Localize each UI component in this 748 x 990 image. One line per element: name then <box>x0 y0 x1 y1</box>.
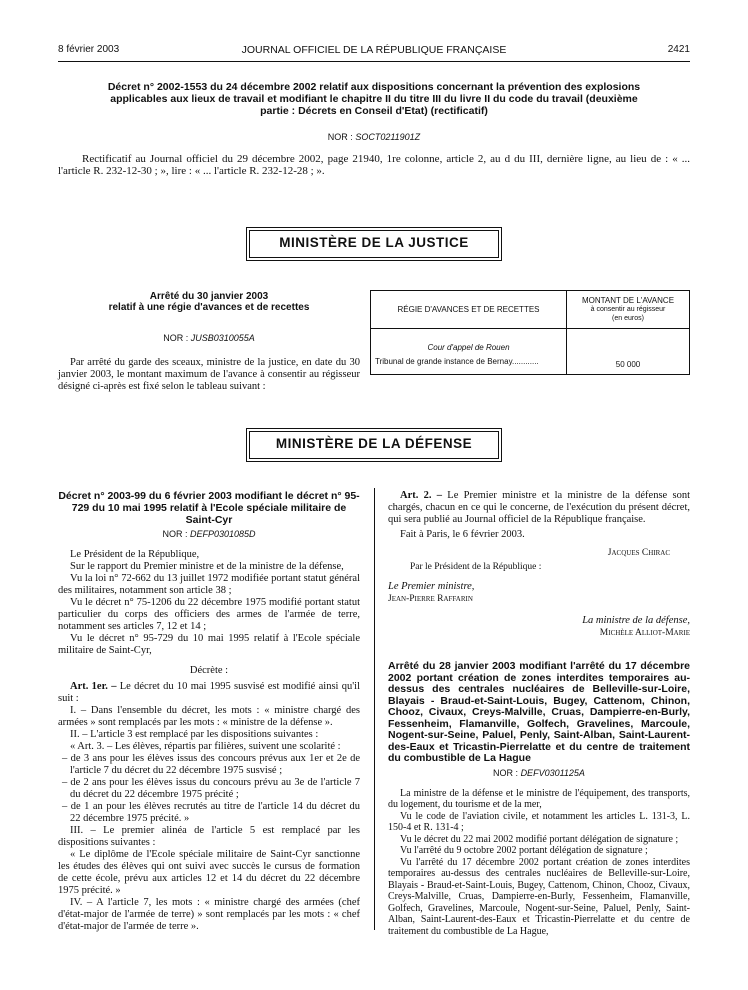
header-date: 8 février 2003 <box>58 44 120 55</box>
arrete-justice-title-line2: relatif à une régie d'avances et de recettes <box>108 302 310 313</box>
decret-defense-body: Le Président de la République, Sur le rapport du Premier ministre et de la ministre de la défense, Vu la loi n° 72-662 du 13 juillet 1972 modifiée portant statut général des militaires, notamment son article 38 ; Vu le décret n° 75-1206 du 22 décembre 1975 modifié portant statut particulier du corps des officiers des armes de l'armée de terre, notamment ses articles 7, 12 et 14 ; Vu le décret n° 95-729 du 10 mai 1995 relatif à l'Ecole spéciale militaire de Saint-Cyr, Décrète : Art. 1er. – Le décret du 10 mai 1995 susvisé est modifié ainsi qu'il suit : I. – Dans l'ensemble du décret, les mots : « ministre chargé des armées » sont remplacés par les mots : « ministre de la défense ». II. – L'article 3 est remplacé par les dispositions suivantes : « Art. 3. – Les élèves, répartis par filières, suivent une scolarité : – de 3 ans pour les élèves issus des concours prévus aux 1er et 2e de l'article 7 du décret du 22 décembre 1975 susvisé ; – de 2 ans pour les élèves issus du concours prévu au 3e de l'article 7 du décret du 22 décembre 1975 précité ; – de 1 an pour les élèves recrutés au titre de l'article 14 du décret du 22 décembre 1975 précité. » III. – Le premier alinéa de l'article 5 est remplacé par les dispositions suivantes : « Le diplôme de l'Ecole spéciale militaire de Saint-Cyr sanctionne les études des élèves qui ont suivi avec succès le cursus de formation de cette école, prévu aux articles 12 et 14 du décret du 22 décembre 1975 précité. » IV. – A l'article 7, les mots : « ministre chargé des armées (chef d'état-major de l'armée de terre) » sont remplacés par les mots : « chef d'état-major de l'armée de terre ». <box>58 549 360 932</box>
table-cell-amount: 50 000 <box>567 329 690 375</box>
running-header <box>58 44 690 58</box>
header-page-number: 2421 <box>667 44 690 55</box>
ministry-defense-banner: MINISTÈRE DE LA DÉFENSE <box>249 431 499 459</box>
arrete-justice-body: Par arrêté du garde des sceaux, ministre de la justice, en date du 30 janvier 2003, le montant maximum de l'avance à consentir au régisseur désigné ci-après est fixé selon le tableau suivant : <box>58 357 360 392</box>
table-cell-regie: Cour d'appel de Rouen Tribunal de grande instance de Bernay............ <box>371 329 567 375</box>
right-column <box>388 490 690 937</box>
ministre-defense-label: La ministre de la défense, <box>582 615 690 626</box>
ministry-justice-banner: MINISTÈRE DE LA JUSTICE <box>249 230 499 258</box>
decret-rectificatif-nor: NOR : SOCT0211901Z <box>327 132 421 142</box>
column-divider <box>374 488 375 930</box>
arrete-defense-title: Arrêté du 28 janvier 2003 modifiant l'arrêté du 17 décembre 2002 portant création de zones interdites temporaires au-dessus des centrales nucléaires de Belleville-sur-Loire, Blayais - Braud-et-Saint-Louis, Bugey, Cattenom, Chinon, Chooz, Civaux, Creys-Malville, Cruas, Dampierre-en-Burly, Fessenheim, Flamanville, Golfech, Gravelines, Marcoule, Nogent-sur-Seine, Paluel, Penly, Saint-Alban, Saint-Laurent-des-Eaux et Tricastin-Pierrelatte et du centre de traitement du combustible de La Hague <box>388 660 690 764</box>
decret-defense-column <box>58 490 360 933</box>
signature-chirac: Jacques Chirac <box>607 548 670 558</box>
decret-defense-title: Décret n° 2003-99 du 6 février 2003 modifiant le décret n° 95-729 du 10 mai 1995 relatif à l'Ecole spéciale militaire de Saint-Cyr <box>58 490 360 526</box>
decret-rectificatif-body: Rectificatif au Journal officiel du 29 décembre 2002, page 21940, 1re colonne, article 2, au d du III, dernière ligne, au lieu de : « ... l'article R. 232-12-30 ; », lire : « ... l'article R. 232-12-28 ; ». <box>58 153 690 177</box>
table-row <box>371 329 690 375</box>
signature-alliot-marie: Michèle Alliot-Marie <box>599 628 690 638</box>
signature-raffarin: Jean-Pierre Raffarin <box>388 594 473 604</box>
decret-defense-nor: NOR : DEFP0301085D <box>162 529 256 539</box>
premier-ministre-label: Le Premier ministre, <box>388 581 475 592</box>
decret-defense-art2: Art. 2. – Le Premier ministre et la ministre de la défense sont chargés, chacun en ce qui le concerne, de l'exécution du présent décret, qui sera publié au Journal officiel de la République française. Fait à Paris, le 6 février 2003. <box>388 490 690 540</box>
arrete-justice-nor: NOR : JUSB0310055A <box>163 333 255 343</box>
arrete-defense-nor: NOR : DEFV0301125A <box>493 767 585 778</box>
header-rule <box>58 61 690 62</box>
par-le-president: Par le Président de la République : <box>410 562 542 572</box>
table-header-regie: RÉGIE D'AVANCES ET DE RECETTES <box>371 291 567 329</box>
regie-table <box>370 290 690 375</box>
decret-rectificatif-title: Décret n° 2002-1553 du 24 décembre 2002 relatif aux dispositions concernant la prévention des explosions applicables aux lieux de travail et modifiant le chapitre II du titre III du livre II du code du travail (deuxième partie : Décrets en Conseil d'Etat) (rectificatif) <box>107 81 641 117</box>
arrete-defense-body: La ministre de la défense et le ministre de l'équipement, des transports, du logement, du tourisme et de la mer, Vu le code de l'aviation civile, et notamment les articles L. 131-3, L. 150-4 et R. 131-4 ; Vu le décret du 22 mai 2002 modifié portant délégation de signature ; Vu l'arrêté du 9 octobre 2002 portant délégation de signature ; Vu l'arrêté du 17 décembre 2002 portant création de zones interdites temporaires au-dessus des centrales nucléaires de Belleville-sur-Loire, Blayais - Braud-et-Saint-Louis, Bugey, Cattenom, Chinon, Chooz, Civaux, Creys-Malville, Cruas, Dampierre-en-Burly, Fessenheim, Flamanville, Golfech, Gravelines, Marcoule, Nogent-sur-Seine, Paluel, Penly, Saint-Alban, Saint-Laurent-des-Eaux et Tricastin-Pierrelatte et du centre de traitement du combustible de La Hague, <box>388 787 690 937</box>
arrete-justice <box>58 291 360 393</box>
table-row <box>371 291 690 329</box>
header-journal-title: JOURNAL OFFICIEL DE LA RÉPUBLIQUE FRANÇAISE <box>241 44 507 56</box>
arrete-justice-title-line1: Arrêté du 30 janvier 2003 <box>149 291 269 302</box>
table-header-montant: MONTANT DE L'AVANCE à consentir au régisseur (en euros) <box>567 291 690 329</box>
